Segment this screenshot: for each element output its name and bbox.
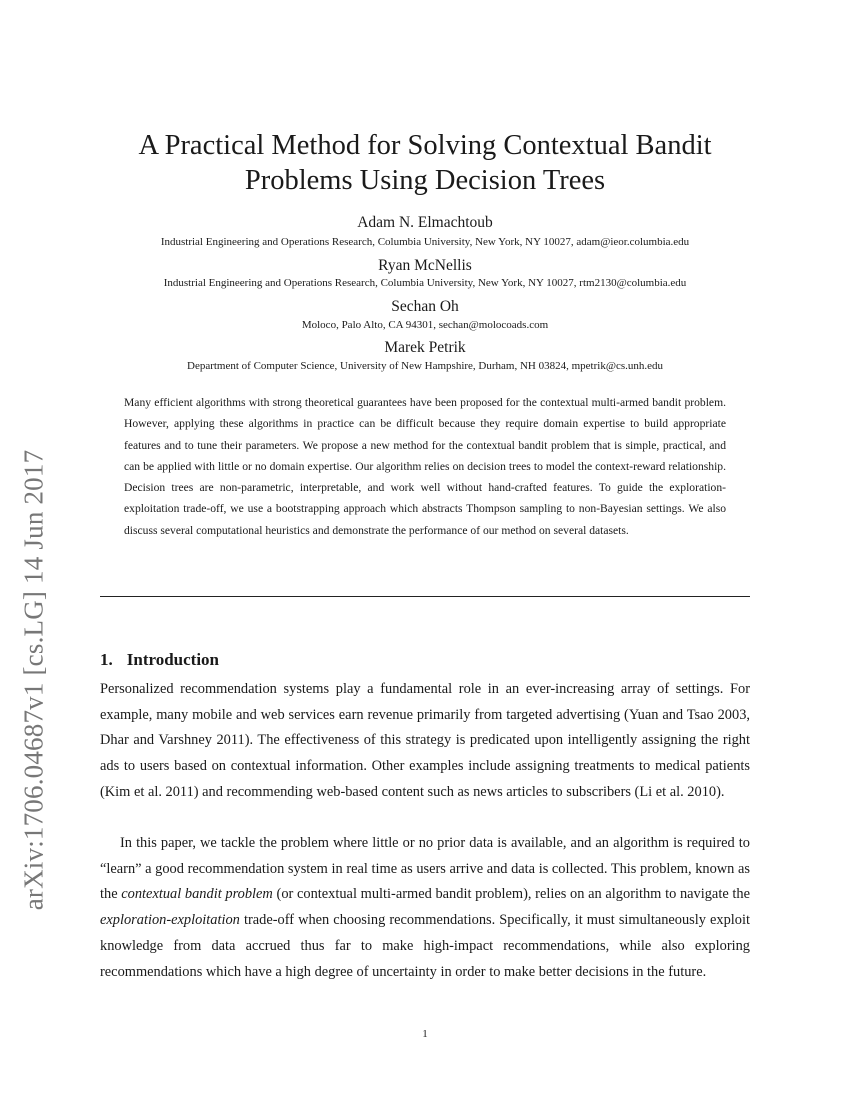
abstract: Many efficient algorithms with strong theoretical guarantees have been proposed for the contextual multi-armed bandit problem. However, applying these algorithms in practice can be difficult because they require domain expertise to build appropriate features and to tune their parameters. We propose a new method for the contextual bandit problem that is simple, practical, and can be applied with little or no domain expertise. Our algorithm relies on decision trees to model the context-reward relationship. Decision trees are non-parametric, interpretable, and work well without hand-crafted features. To guide the exploration-exploitation trade-off, we use a bootstrapping approach which abstracts Thompson sampling to non-Bayesian settings. We also discuss several computational heuristics and demonstrate the performance of our method on several datasets. [124, 396, 726, 537]
body-paragraph: Personalized recommendation systems play a fundamental role in an ever-increasing array of settings. For example, many mobile and web services earn revenue primarily from targeted advertising (Yuan and Tsao 2003, Dhar and Varshney 2011). The effectiveness of this strategy is predicated upon intelligently assigning the right ads to users based on contextual information. Other examples include assigning treatments to medical patients (Kim et al. 2011) and recommending web-based content such as news articles to subscribers (Li et al. 2010). [100, 681, 750, 800]
author-affiliation: Moloco, Palo Alto, CA 94301, sechan@molocoads.com [301, 319, 549, 331]
author-affiliation: Industrial Engineering and Operations Research, Columbia University, New York, NY 10027, rtm2130@columbia.edu [163, 277, 687, 289]
emphasized-term: contextual bandit problem [121, 886, 273, 903]
body-paragraph: In this paper, we tackle the problem where little or no prior data is available, and an algorithm is required to “learn” a good recommendation system in real time as users arrive and data is collected. This problem, known as the contextual bandit problem (or contextual multi-armed bandit problem), relies on an algorithm to navigate the exploration-exploitation trade-off when choosing recommendations. Specifically, it must simultaneously exploit knowledge from data accrued thus far to make high-impact recommendations, while also exploring recommendations which have a high degree of uncertainty in order to make better decisions in the future. [100, 835, 750, 980]
author-name: Ryan McNellis [378, 257, 472, 274]
section-divider [100, 596, 750, 597]
paper-title-line-1: A Practical Method for Solving Contextual Bandit [138, 130, 712, 161]
paper-title-line-2: Problems Using Decision Trees [244, 165, 606, 196]
author-affiliation: Department of Computer Science, University of New Hampshire, Durham, NH 03824, mpetrik@cs.unh.edu [187, 360, 663, 372]
section-title: Introduction [126, 650, 220, 669]
section-number: 1. [100, 650, 113, 669]
author-name: Adam N. Elmachtoub [357, 214, 493, 231]
paper-title [100, 128, 750, 198]
author-name: Marek Petrik [384, 339, 466, 356]
page-number: 1 [422, 1028, 428, 1040]
section-heading [100, 650, 219, 670]
arxiv-identifier-stamp: arXiv:1706.04687v1 [cs.LG] 14 Jun 2017 [18, 449, 49, 911]
author-name: Sechan Oh [391, 298, 459, 315]
author-affiliation: Industrial Engineering and Operations Research, Columbia University, New York, NY 10027, adam@ieor.columbia.edu [160, 236, 690, 248]
emphasized-term: exploration-exploitation [100, 912, 240, 929]
